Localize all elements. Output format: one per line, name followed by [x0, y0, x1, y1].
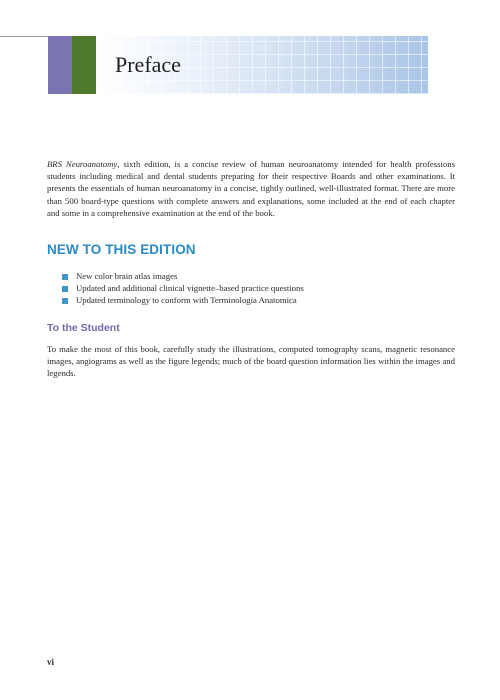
green-color-block	[72, 36, 96, 94]
square-bullet-icon	[62, 286, 68, 292]
intro-paragraph	[47, 158, 455, 219]
header-rule-line	[0, 36, 48, 37]
list-item-text: New color brain atlas images	[76, 271, 178, 281]
list-item	[62, 294, 304, 306]
list-item-text: Updated terminology to conform with Terminologia Anatomica	[76, 295, 297, 306]
list-item	[62, 270, 304, 282]
new-edition-heading: NEW TO THIS EDITION	[47, 242, 196, 257]
to-the-student-heading: To the Student	[47, 322, 120, 334]
new-edition-list	[62, 270, 304, 307]
square-bullet-icon	[62, 298, 68, 304]
list-item	[62, 282, 304, 294]
page-number: vi	[47, 657, 55, 667]
page-title: Preface	[115, 52, 181, 77]
book-title: BRS Neuroanatomy	[47, 159, 118, 169]
list-item-text: Updated and additional clinical vignette–based practice questions	[76, 283, 304, 294]
square-bullet-icon	[62, 274, 68, 280]
intro-text: , sixth edition, is a concise review of human neuroanatomy intended for health professions students including medical and dental students preparing for their respective Boards and other examinations. It presents the essentials of human neuroanatomy in a concise, tightly outlined, well-illustrated format. There are more than 500 board-type questions with complete answers and explanations, some included at the end of each chapter and some in a comprehensive examination at the end of the book.	[47, 159, 455, 218]
purple-color-block	[48, 36, 72, 94]
to-the-student-paragraph: To make the most of this book, carefully study the illustrations, computed tomography scans, magnetic resonance images, angiograms as well as the figure legends; much of the board question information lies within the images and legends.	[47, 344, 455, 379]
